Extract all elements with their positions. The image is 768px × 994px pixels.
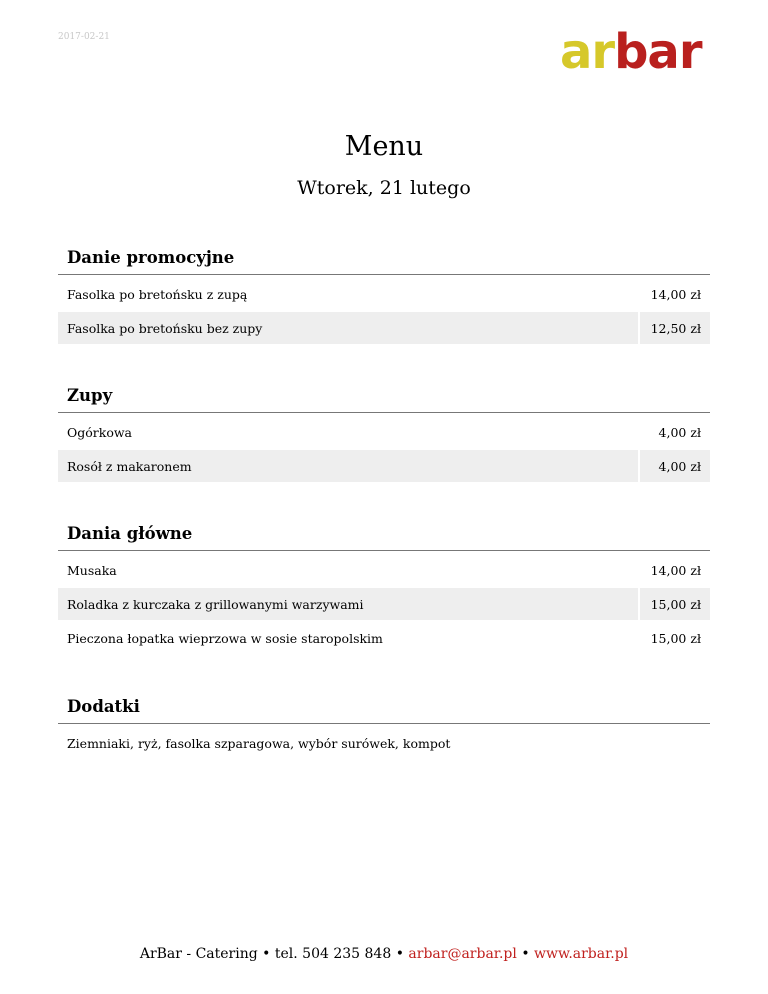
footer-website-link[interactable]: www.arbar.pl xyxy=(534,946,629,962)
section-divider xyxy=(58,550,710,551)
dish-price: 4,00 zł xyxy=(638,450,710,482)
footer xyxy=(0,946,768,962)
dish-price: 15,00 zł xyxy=(638,622,710,654)
arbar-logo xyxy=(560,24,702,80)
section-mains xyxy=(58,523,710,656)
date-stamp: 2017-02-21 xyxy=(58,32,110,42)
extras-text: Ziemniaki, ryż, fasolka szparagowa, wybór surówek, kompot xyxy=(67,736,451,751)
logo-ar: ar xyxy=(560,24,615,80)
dish-name: Roladka z kurczaka z grillowanymi warzywami xyxy=(58,588,638,620)
dish-name: Fasolka po bretońsku z zupą xyxy=(67,286,248,302)
section-title: Dodatki xyxy=(67,697,140,716)
section-divider xyxy=(58,412,710,413)
section-title: Danie promocyjne xyxy=(67,248,235,267)
footer-separator: • xyxy=(521,946,530,962)
section-title: Dania główne xyxy=(67,524,193,543)
footer-separator: • xyxy=(395,946,404,962)
table-row xyxy=(58,554,710,586)
footer-company: ArBar - Catering xyxy=(139,946,258,962)
footer-separator: • xyxy=(262,946,271,962)
page-title: Menu xyxy=(344,131,424,162)
menu-day: Wtorek, 21 lutego xyxy=(297,177,471,199)
menu-table xyxy=(58,414,710,484)
dish-name: Musaka xyxy=(67,562,117,578)
section-title: Zupy xyxy=(67,386,113,405)
dish-price: 4,00 zł xyxy=(638,416,710,448)
footer-email-link[interactable]: arbar@arbar.pl xyxy=(408,946,517,962)
section-extras xyxy=(58,696,710,751)
table-row xyxy=(58,588,710,620)
menu-table xyxy=(58,276,710,346)
dish-name: Rosół z makaronem xyxy=(58,450,638,482)
section-soups xyxy=(58,385,710,484)
dish-price: 14,00 zł xyxy=(638,278,710,310)
table-row xyxy=(58,416,710,448)
section-divider xyxy=(58,274,710,275)
dish-price: 12,50 zł xyxy=(638,312,710,344)
section-promo xyxy=(58,247,710,346)
dish-price: 14,00 zł xyxy=(638,554,710,586)
table-row xyxy=(58,450,710,482)
footer-phone: tel. 504 235 848 xyxy=(274,946,392,962)
dish-name: Pieczona łopatka wieprzowa w sosie staropolskim xyxy=(67,630,383,646)
logo-bar: bar xyxy=(614,24,702,80)
menu-table xyxy=(58,552,710,656)
dish-price: 15,00 zł xyxy=(638,588,710,620)
dish-name: Ogórkowa xyxy=(67,424,133,440)
table-row xyxy=(58,312,710,344)
dish-name: Fasolka po bretońsku bez zupy xyxy=(58,312,638,344)
table-row xyxy=(58,278,710,310)
table-row xyxy=(58,622,710,654)
